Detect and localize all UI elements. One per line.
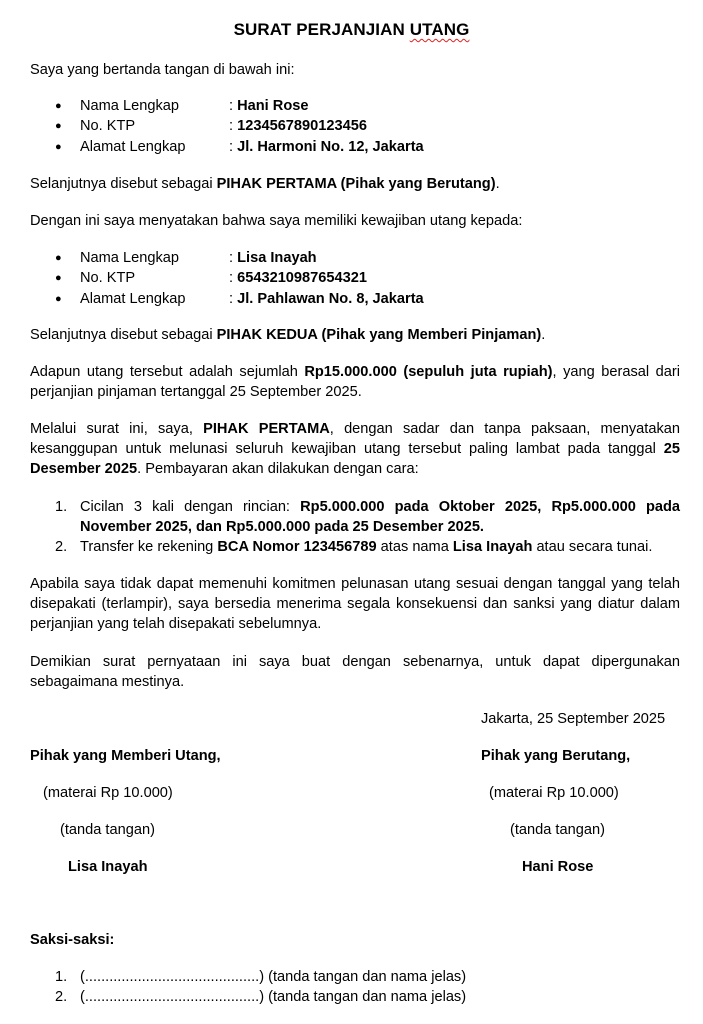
list-item: [0, 289, 680, 309]
signature-heading: Pihak yang Berutang,: [481, 748, 631, 764]
field-value: : Lisa Inayah: [229, 250, 317, 266]
list-number: 1.: [55, 499, 68, 515]
list-item: [0, 96, 680, 116]
bullet-icon: ●: [55, 120, 62, 133]
place-date: Jakarta, 25 September 2025: [481, 711, 666, 727]
field-value: : Jl. Pahlawan No. 8, Jakarta: [229, 290, 424, 307]
field-label: Alamat Lengkap: [80, 138, 186, 155]
list-item: [0, 137, 680, 157]
signatory-name: Lisa Inayah: [68, 859, 148, 875]
field-label: Alamat Lengkap: [80, 290, 186, 307]
field-value: : 1234567890123456: [229, 118, 367, 135]
bullet-icon: ●: [55, 252, 62, 264]
document-title: [0, 20, 703, 40]
consequence-paragraph: Apabila saya tidak dapat memenuhi komitmen pelunasan utang sesuai dengan tanggal yang telah disepakati (terlampir), saya bersedia menerima segala konsekuensi dan sanksi yang diatur dalam perjanjian yang telah disepakati sebelumnya.: [30, 576, 680, 632]
intro-text: Saya yang bertanda tangan di bawah ini:: [30, 62, 295, 78]
payment-item: Transfer ke rekening BCA Nomor 123456789 atas nama Lisa Inayah atau secara tunai.: [80, 539, 653, 555]
party2-list: [0, 248, 680, 309]
signature-placeholder: (tanda tangan): [60, 822, 155, 838]
debt-paragraph: Adapun utang tersebut adalah sejumlah Rp15.000.000 (sepuluh juta rupiah), yang berasal dari perjanjian pinjaman tertanggal 25 September 2025.: [30, 364, 680, 400]
witness-line: (...........................................) (tanda tangan dan nama jelas): [80, 989, 467, 1005]
statement-text: Dengan ini saya menyatakan bahwa saya memiliki kewajiban utang kepada:: [30, 213, 523, 229]
commitment-paragraph: Melalui surat ini, saya, PIHAK PERTAMA, dengan sadar dan tanpa paksaan, menyatakan kesanggupan untuk melunasi seluruh kewajiban utang tersebut paling lambat pada tanggal 25 Desember 2025. Pembayaran akan dilakukan dengan cara:: [30, 421, 680, 477]
title-text: SURAT PERJANJIAN: [233, 20, 410, 39]
party2-designation: Selanjutnya disebut sebagai PIHAK KEDUA (Pihak yang Memberi Pinjaman).: [30, 327, 546, 343]
materai-label: (materai Rp 10.000): [43, 785, 173, 801]
payment-item: Cicilan 3 kali dengan rincian: Rp5.000.000 pada Oktober 2025, Rp5.000.000 pada November 2025, dan Rp5.000.000 pada 25 Desember 2025.: [80, 499, 681, 535]
party1-designation: Selanjutnya disebut sebagai PIHAK PERTAMA (Pihak yang Berutang).: [30, 176, 500, 192]
list-item: [0, 268, 680, 288]
witness-line: (...........................................) (tanda tangan dan nama jelas): [80, 969, 467, 985]
list-item: [0, 248, 680, 268]
bullet-icon: ●: [55, 272, 62, 285]
party1-list: [0, 96, 680, 157]
list-number: 1.: [55, 969, 68, 985]
signatory-name: Hani Rose: [522, 859, 594, 875]
list-number: 2.: [55, 539, 68, 555]
bullet-icon: ●: [55, 292, 62, 305]
list-item: [0, 116, 680, 136]
closing-paragraph: Demikian surat pernyataan ini saya buat dengan sebenarnya, untuk dapat dipergunakan sebagaimana mestinya.: [30, 654, 680, 690]
field-value: : Jl. Harmoni No. 12, Jakarta: [229, 138, 424, 155]
materai-label: (materai Rp 10.000): [489, 785, 619, 801]
bullet-icon: ●: [55, 140, 62, 153]
bullet-icon: ●: [55, 100, 62, 112]
field-label: No. KTP: [80, 270, 136, 287]
field-label: Nama Lengkap: [80, 98, 179, 114]
witnesses-heading: Saksi-saksi:: [30, 932, 115, 948]
field-value: : 6543210987654321: [229, 270, 367, 287]
field-label: No. KTP: [80, 118, 136, 135]
signature-heading: Pihak yang Memberi Utang,: [30, 748, 221, 764]
list-number: 2.: [55, 989, 68, 1005]
signature-placeholder: (tanda tangan): [510, 822, 605, 838]
title-spellcheck-word: UTANG: [409, 20, 470, 39]
field-label: Nama Lengkap: [80, 250, 179, 266]
field-value: : Hani Rose: [229, 98, 309, 114]
